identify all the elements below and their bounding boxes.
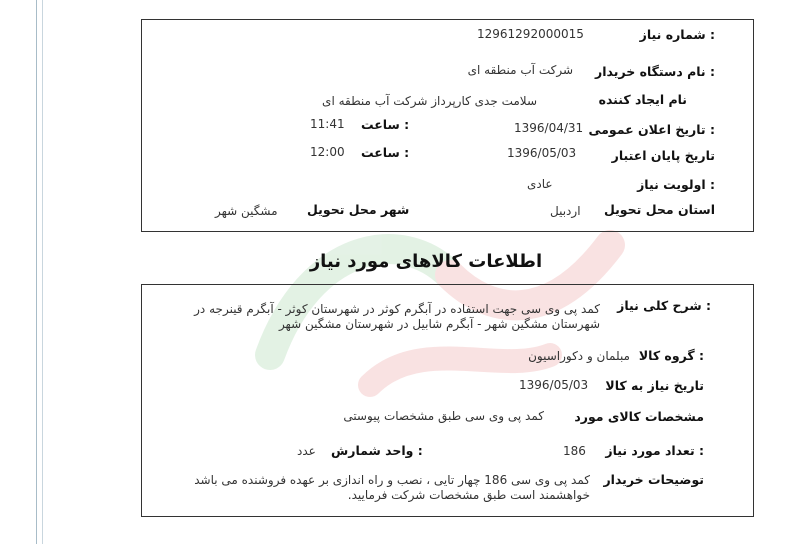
goods-section-heading: اطلاعات کالاهای مورد نیاز [309, 251, 543, 272]
description-text [160, 302, 600, 332]
description-label: شرح کلی نیاز : [617, 298, 711, 313]
province-label: استان محل تحویل [603, 202, 715, 217]
announce-time-value: 11:41 [310, 117, 345, 131]
creator-value: سلامت جدی کارپرداز شرکت آب منطقه ای [322, 94, 537, 108]
need-date-label: تاریخ نیاز به کالا [605, 378, 704, 393]
description-text-span: کمد پی وی سی جهت استفاده در آبگرم کوثر در شهرستان کوثر - آبگرم قینرجه در شهرستان مشگین شهر - آبگرم شابیل در شهرستان مشگین شهر [194, 302, 600, 331]
city-label: شهر محل تحویل [307, 202, 410, 217]
need-number-value: 12961292000015 [477, 27, 584, 41]
need-number-label: شماره نیاز : [639, 27, 715, 42]
unit-label: واحد شمارش : [331, 443, 423, 458]
need-date-value: 1396/05/03 [519, 378, 589, 392]
group-label: گروه کالا : [638, 348, 704, 363]
buyer-org-value: شرکت آب منطقه ای [467, 63, 573, 77]
expiry-date-label: تاریخ پایان اعتبار [611, 148, 715, 163]
priority-value: عادی [527, 177, 553, 191]
spec-label: مشخصات کالای مورد [574, 409, 704, 424]
buyer-org-label: نام دستگاه خریدار : [595, 64, 715, 79]
unit-value: عدد [297, 444, 316, 458]
expiry-date-value: 1396/05/03 [507, 146, 577, 160]
page-left-rule [36, 0, 37, 544]
announce-date-value: 1396/04/31 [514, 121, 584, 135]
announce-time-label: ساعت : [361, 117, 410, 132]
priority-label: اولویت نیاز : [637, 177, 715, 192]
expiry-time-value: 12:00 [310, 145, 345, 159]
announce-date-label: تاریخ اعلان عمومی : [588, 122, 715, 137]
city-value: مشگین شهر [215, 204, 278, 218]
buyer-notes-label: توضیحات خریدار [603, 472, 704, 487]
expiry-time-label: ساعت : [361, 145, 410, 160]
buyer-notes-value: کمد پی وی سی 186 چهار تایی ، نصب و راه اندازی بر عهده فروشنده می باشد خواهشمند است طبق مشخصات شرکت فرمایید. [194, 473, 590, 502]
page-left-rule-inner [42, 0, 43, 544]
group-value: مبلمان و دکوراسیون [528, 349, 630, 363]
province-value: اردبیل [550, 204, 581, 218]
creator-label: نام ایجاد کننده [598, 92, 687, 107]
quantity-label: تعداد مورد نیاز : [605, 443, 704, 458]
spec-value: کمد پی وی سی طبق مشخصات پیوستی [343, 409, 544, 423]
quantity-value: 186 [563, 444, 586, 458]
